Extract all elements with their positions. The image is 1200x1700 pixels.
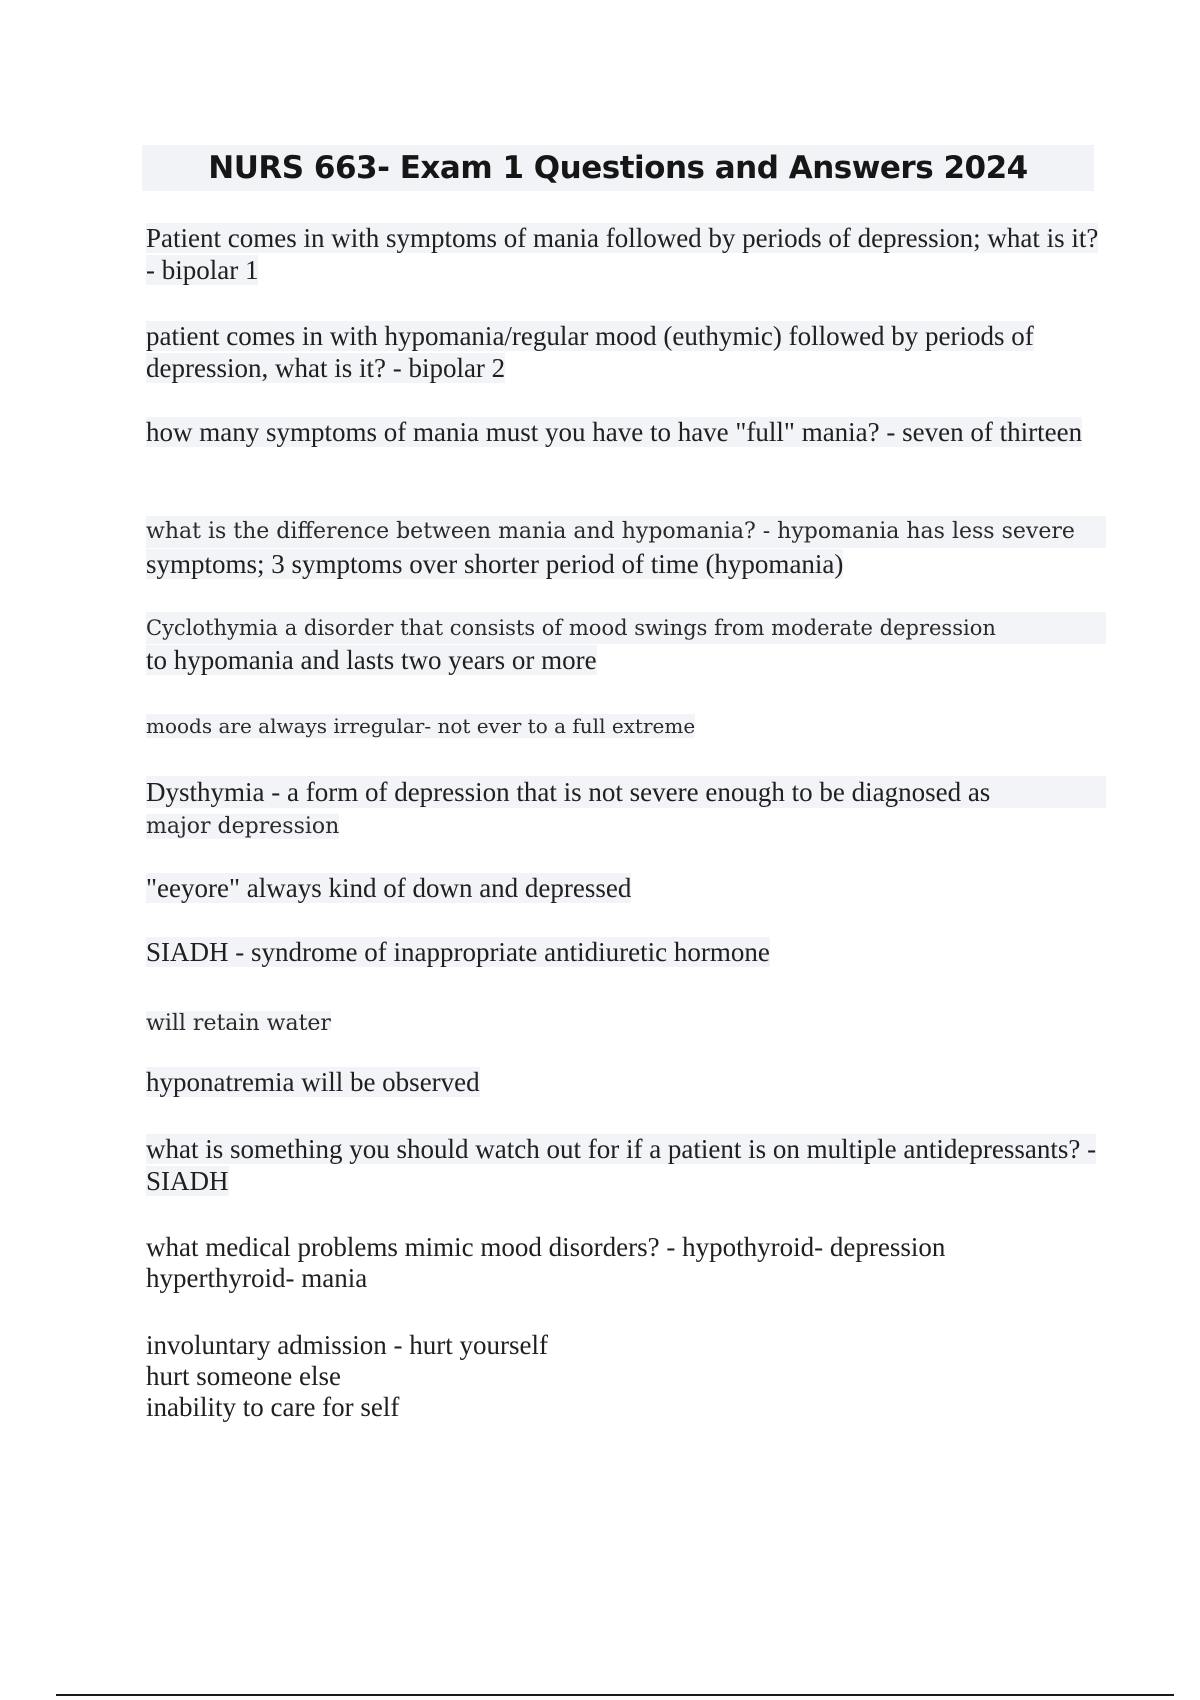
- qa-entry: [146, 320, 1106, 384]
- footer-rule: [56, 1694, 1174, 1696]
- qa-text-line: major depression: [146, 814, 340, 839]
- page-title: NURS 663- Exam 1 Questions and Answers 2024: [208, 150, 1028, 186]
- qa-text: hyponatremia will be observed: [146, 1067, 480, 1097]
- qa-entry: [146, 1232, 1106, 1294]
- qa-entry: [146, 1133, 1106, 1197]
- qa-entry: [146, 1066, 1106, 1098]
- qa-entry: [146, 222, 1106, 286]
- qa-entry: [146, 936, 1106, 968]
- qa-text-line: symptoms; 3 symptoms over shorter period of time (hypomania): [146, 549, 844, 579]
- qa-text-line: what is the difference between mania and hypomania? - hypomania has less severe: [146, 516, 1106, 548]
- qa-entry: [146, 1330, 1106, 1423]
- qa-text-line: hurt someone else: [146, 1361, 341, 1391]
- qa-entry: [146, 516, 1106, 580]
- qa-entry: [146, 710, 1106, 742]
- qa-text-line: involuntary admission - hurt yourself: [146, 1330, 548, 1360]
- qa-entry: [146, 416, 1106, 448]
- qa-entry-clipped: [146, 1008, 546, 1030]
- qa-text: will retain water: [146, 1011, 331, 1030]
- qa-text-line: Cyclothymia a disorder that consists of mood swings from moderate depression: [146, 612, 1106, 644]
- qa-entry: [146, 872, 1106, 904]
- qa-text-line: hyperthyroid- mania: [146, 1263, 368, 1293]
- qa-text-line: what medical problems mimic mood disorders? - hypothyroid- depression: [146, 1232, 946, 1262]
- qa-entry: [146, 612, 1106, 676]
- qa-entry: [146, 776, 1106, 843]
- qa-text: how many symptoms of mania must you have to have "full" mania? - seven of thirteen: [146, 417, 1083, 447]
- qa-text: "eeyore" always kind of down and depressed: [146, 873, 632, 903]
- qa-text: moods are always irregular- not ever to a full extreme: [146, 714, 696, 738]
- qa-text-line: Dysthymia - a form of depression that is not severe enough to be diagnosed as: [146, 776, 1106, 808]
- qa-text-line: inability to care for self: [146, 1392, 400, 1422]
- qa-text-line: to hypomania and lasts two years or more: [146, 645, 597, 675]
- qa-text: Patient comes in with symptoms of mania followed by periods of depression; what is it? - bipolar 1: [146, 223, 1099, 285]
- qa-text: what is something you should watch out for if a patient is on multiple antidepressants? - SIADH: [146, 1134, 1097, 1196]
- qa-text: SIADH - syndrome of inappropriate antidiuretic hormone: [146, 937, 770, 967]
- qa-text: patient comes in with hypomania/regular mood (euthymic) followed by periods of depression, what is it? - bipolar 2: [146, 321, 1034, 383]
